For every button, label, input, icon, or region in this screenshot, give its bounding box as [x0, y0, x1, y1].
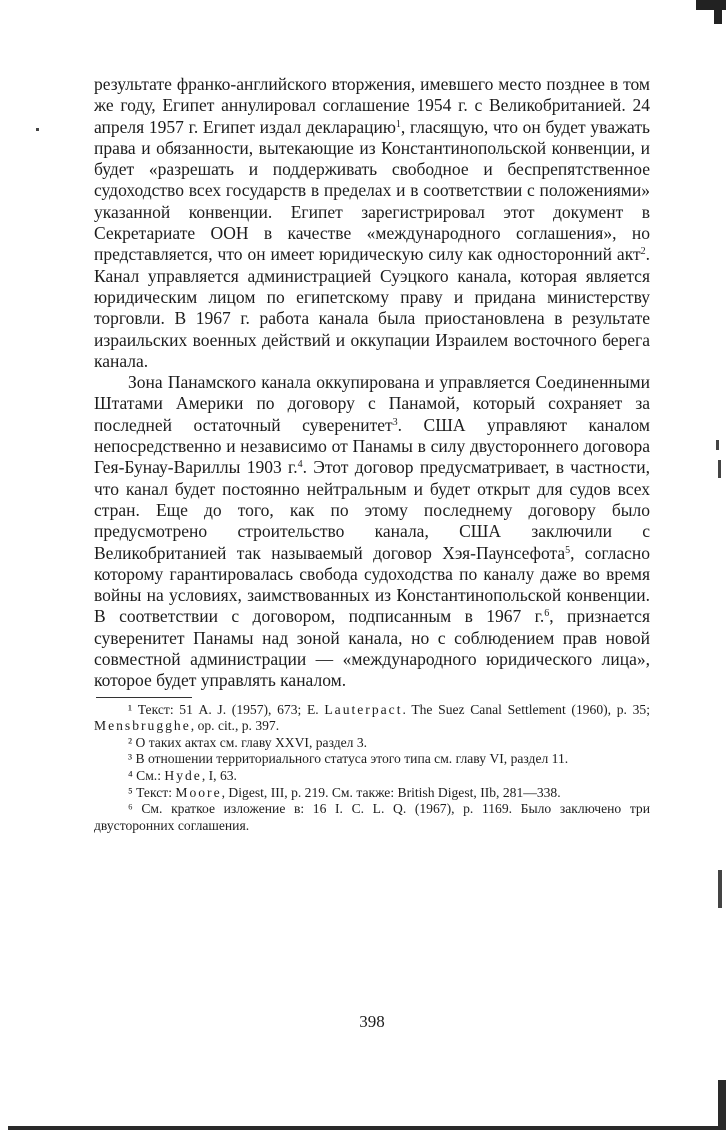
page-number: 398 [359, 1012, 385, 1031]
scan-bottom-right-artifact [718, 1080, 726, 1130]
text-run: . Этот договор предусматривает, в частности, что канал будет постоянно нейтральным и будет открыт для судов всех стран. Еще до того, как по этому последнему договору было предусмотрено строительство канала, США заключили с Великобританией так называемый договор Хэя-Паунсефота [94, 457, 650, 563]
spaced-author-name: Moore [175, 784, 222, 800]
text-run: , гласящую, что он будет уважать права и обязанности, вытекающие из Константинопольской конвенции, и будет «разрешать и поддерживать свободное и беспрепятственное судоходство всех государств в пределах и в соответствии с положениями» указанной конвенции. Египет зарегистрировал этот документ в Секретариате ООН в качестве «международного соглашения», но представляется, что он имеет юридическую силу как односторонний акт [94, 116, 650, 265]
document-page [94, 74, 650, 1031]
footnote [94, 801, 650, 834]
text-run: ¹ Текст: 51 A. J. (1957), 673; E. [128, 701, 325, 717]
text-run: ³ В отношении территориального статуса этого типа см. главу VI, раздел 11. [128, 751, 569, 767]
spaced-author-name: Mensbrugghe [94, 718, 191, 734]
spaced-author-name: Lauterpact [324, 701, 403, 717]
text-run: , Digest, III, p. 219. См. также: British Digest, IIb, 281—338. [221, 784, 561, 800]
scan-dot [36, 128, 39, 131]
text-run: . Канал управляется администрацией Суэцкого канала, которая является юридическим лицом по египетскому праву и придана министерству торговли. В 1967 г. работа канала была приостановлена в результате израильских военных действий и оккупации Израилем восточного берега канала. [94, 244, 650, 371]
text-run: результате франко-английского вторжения, имевшего место позднее в том же году, Египет аннулировал соглашение 1954 г. с Великобританией. 24 апреля 1957 г. Египет издал декларацию [94, 74, 650, 137]
footnote-marker: 3 [392, 416, 398, 428]
footnote-marker: 5 [565, 544, 571, 556]
paragraph [94, 74, 650, 372]
footnote-marker: 1 [395, 118, 401, 130]
footnote-marker: 4 [297, 459, 303, 471]
text-run: Зона Панамского канала оккупирована и управляется Соединенными Штатами Америки по договору с Панамой, который сохраняет за последней остаточный суверенитет [94, 372, 650, 435]
footnote-divider [96, 697, 192, 698]
scan-bottom-edge-artifact [8, 1126, 726, 1130]
body-text [94, 74, 650, 692]
text-run: . The Suez Canal Settlement (1960), p. 35; [402, 701, 650, 717]
text-run: , признается суверенитет Панамы над зоной канала, но с соблюдением прав новой совместной администрации — «международного юридического лица», которое будет управлять каналом. [94, 606, 650, 691]
text-run: . США управляют каналом непосредственно и независимо от Панамы в силу двустороннего договора Гея-Бунау-Вариллы 1903 г. [94, 414, 650, 478]
text-run: , согласно которому гарантировалась свобода судоходства по каналу даже во время войны на условиях, заимствованных из Константинопольской конвенции. В соответствии с договором, подписанным в 1967 г. [94, 542, 650, 627]
footnote [94, 735, 650, 752]
scan-mark [718, 460, 721, 478]
footnote [94, 702, 650, 735]
footnote [94, 751, 650, 768]
spaced-author-name: Hyde [164, 767, 202, 783]
scan-corner-artifact-vertical [714, 0, 722, 24]
text-run: ⁶ См. краткое изложение в: 16 I. C. L. Q. (1967), p. 1169. Было заключено три двусторонних соглашения. [94, 801, 650, 833]
scan-mark [716, 440, 719, 450]
footnotes [94, 702, 650, 835]
paragraph [94, 372, 650, 691]
text-run: ² О таких актах см. главу XXVI, раздел 3. [128, 734, 368, 750]
text-run: , op. cit., p. 397. [190, 718, 280, 734]
footnote-marker: 2 [640, 246, 646, 258]
footnote-marker: 6 [544, 608, 550, 620]
text-run: ⁴ См.: [128, 767, 165, 783]
footnote [94, 768, 650, 785]
text-run: , I, 63. [201, 767, 237, 783]
text-run: ⁵ Текст: [128, 784, 176, 800]
scan-mark [718, 870, 722, 908]
footnote [94, 785, 650, 802]
